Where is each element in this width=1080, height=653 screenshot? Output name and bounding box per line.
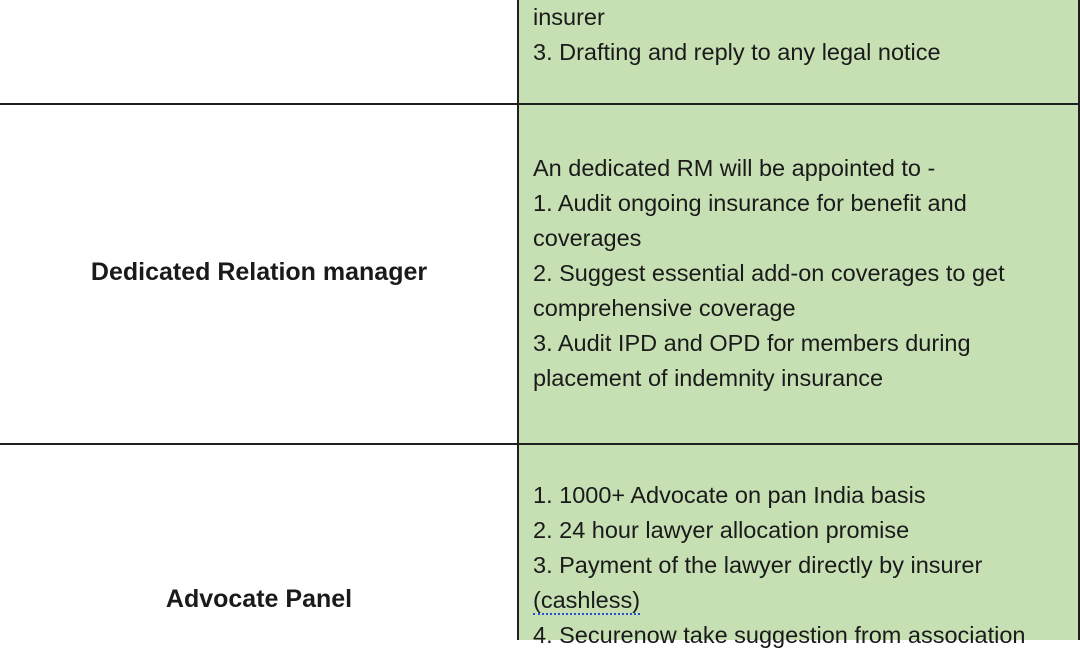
row-1-line-5: 3. Audit IPD and OPD for members during	[533, 330, 971, 356]
row-1-line-4: comprehensive coverage	[533, 295, 796, 321]
feature-column	[0, 0, 518, 640]
row-1-description	[533, 151, 1073, 396]
spellcheck-squiggle: (cashless)	[533, 587, 641, 613]
row-2-description	[533, 478, 1073, 653]
row-divider	[0, 443, 1080, 445]
row-1-line-0: An dedicated RM will be appointed to -	[533, 155, 936, 181]
row-1-line-6: placement of indemnity insurance	[533, 365, 884, 391]
row-2-label: Advocate Panel	[165, 585, 353, 613]
row-0-line-0: insurer	[533, 4, 605, 30]
row-2-line-3	[533, 583, 1073, 618]
row-divider	[0, 103, 1080, 105]
row-2-line-4: 4. Securenow take suggestion from association	[533, 622, 1026, 648]
row-1-line-3: 2. Suggest essential add-on coverages to get	[533, 260, 1005, 286]
row-2-line-2: 3. Payment of the lawyer directly by insurer	[533, 552, 983, 578]
row-0-description	[533, 0, 1073, 70]
row-2-line-1: 2. 24 hour lawyer allocation promise	[533, 517, 910, 543]
row-1-line-1: 1. Audit ongoing insurance for benefit and	[533, 190, 967, 216]
row-1-line-2: coverages	[533, 225, 642, 251]
row-2-line-0: 1. 1000+ Advocate on pan India basis	[533, 482, 926, 508]
row-1-label: Dedicated Relation manager	[90, 258, 428, 286]
column-divider	[517, 0, 519, 640]
row-0-line-1: 3. Drafting and reply to any legal notice	[533, 39, 941, 65]
